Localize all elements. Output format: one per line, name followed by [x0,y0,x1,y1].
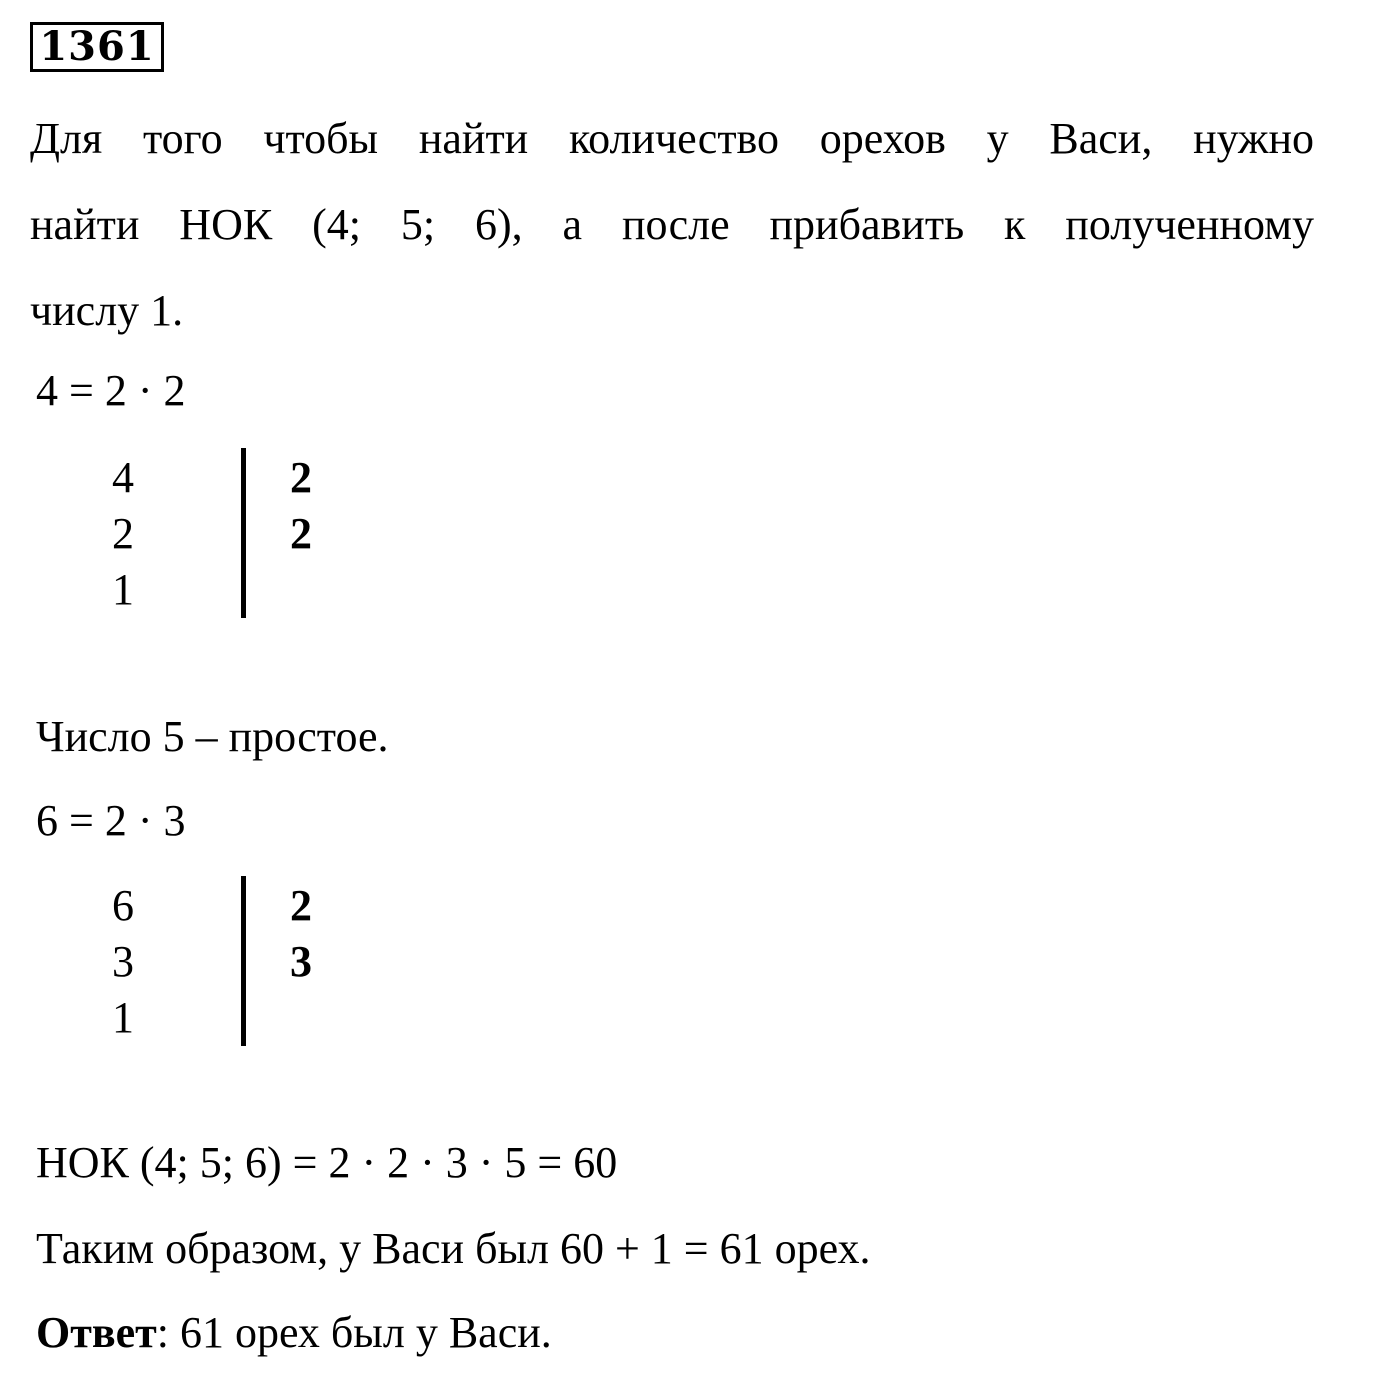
dividend: 1 [112,993,134,1042]
conclusion: Таким образом, у Васи был 60 + 1 = 61 орех. [36,1224,871,1273]
prime-factor: 2 [290,509,312,558]
prime-factor: 2 [290,881,312,930]
problem-number: 1361 [30,22,164,72]
dividend: 3 [112,937,134,986]
dividend: 4 [112,453,134,502]
answer-line [36,1308,552,1358]
prime-factor: 3 [290,937,312,986]
intro-line-2: найти НОК (4; 5; 6), а после прибавить к полученному [30,200,1314,249]
answer-label: Ответ [36,1308,157,1357]
dividend: 6 [112,881,134,930]
lcm-result: НОК (4; 5; 6) = 2 · 2 · 3 · 5 = 60 [36,1138,618,1187]
factorization-table-6 [48,876,348,1051]
dividend: 1 [112,565,134,614]
answer-text: : 61 орех был у Васи. [156,1308,552,1357]
intro-line-1: Для того чтобы найти количество орехов у Васи, нужно [30,114,1314,163]
prime-factor: 2 [290,453,312,502]
equation-4: 4 = 2 · 2 [36,366,186,415]
division-bar [241,448,246,618]
prime-five-note: Число 5 – простое. [36,712,389,761]
intro-line-3: числу 1. [30,286,184,335]
equation-6: 6 = 2 · 3 [36,796,186,845]
division-bar [241,876,246,1046]
factorization-table-4 [48,448,348,623]
dividend: 2 [112,509,134,558]
